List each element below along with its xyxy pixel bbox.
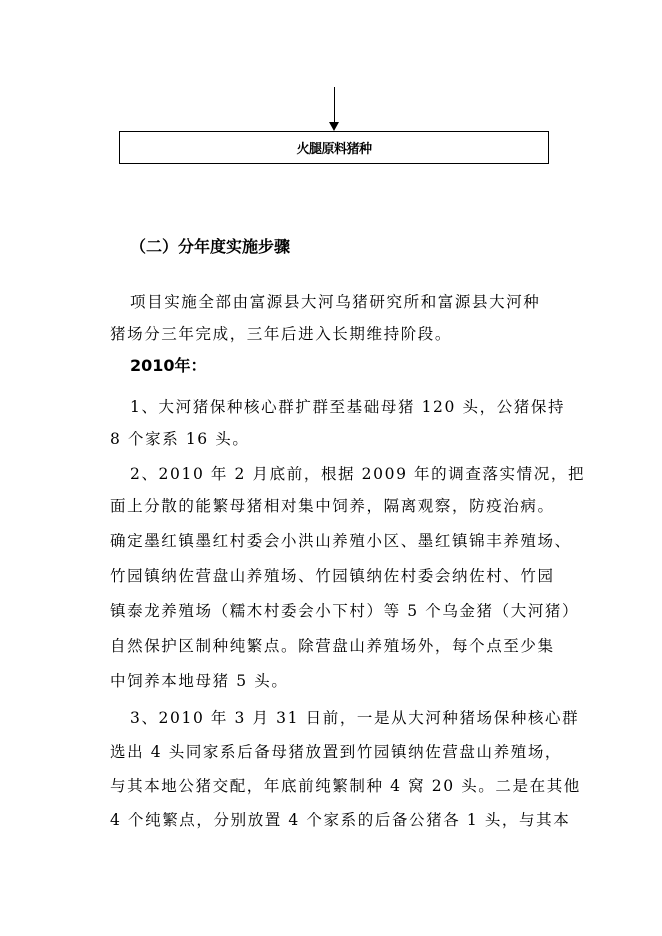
text-line: 中饲养本地母猪 5 头。: [110, 672, 289, 690]
text-line: 猪场分三年完成，三年后进入长期维持阶段。: [110, 325, 453, 343]
flow-arrow-head: [329, 122, 339, 131]
text-line: 1、大河猪保种核心群扩群至基础母猪 120 头，公猪保持: [130, 398, 566, 416]
text-line: 自然保护区制种纯繁点。除营盘山养殖场外，每个点至少集: [110, 637, 555, 655]
flow-box-label: 火腿原料猪种: [296, 142, 372, 157]
section-heading: （二）分年度实施步骤: [130, 237, 291, 256]
flow-arrow-line: [334, 87, 335, 124]
text-line: 确定墨红镇墨红村委会小洪山养殖小区、墨红镇锦丰养殖场、: [110, 532, 572, 550]
text-line: 与其本地公猪交配，年底前纯繁制种 4 窝 20 头。二是在其他: [110, 777, 581, 795]
text-line: 2、2010 年 2 月底前，根据 2009 年的调查落实情况，把: [130, 465, 586, 483]
text-line: 面上分散的能繁母猪相对集中饲养，隔离观察，防疫治病。: [110, 497, 555, 515]
text-line: 选出 4 头同家系后备母猪放置到竹园镇纳佐营盘山养殖场，: [110, 743, 563, 761]
text-line: 镇泰龙养殖场（糯木村委会小下村）等 5 个乌金猪（大河猪）: [110, 602, 580, 620]
text-line: 3、2010 年 3 月 31 日前，一是从大河种猪场保种核心群: [130, 709, 580, 727]
text-line: 竹园镇纳佐营盘山养殖场、竹园镇纳佐村委会纳佐村、竹园: [110, 567, 555, 585]
text-line: 4 个纯繁点，分别放置 4 个家系的后备公猪各 1 头，与其本: [110, 811, 571, 829]
year-heading: 2010年：: [130, 356, 207, 375]
text-line: 8 个家系 16 头。: [110, 430, 250, 448]
text-line: 项目实施全部由富源县大河乌猪研究所和富源县大河种: [130, 293, 541, 311]
flow-box: [119, 131, 549, 164]
